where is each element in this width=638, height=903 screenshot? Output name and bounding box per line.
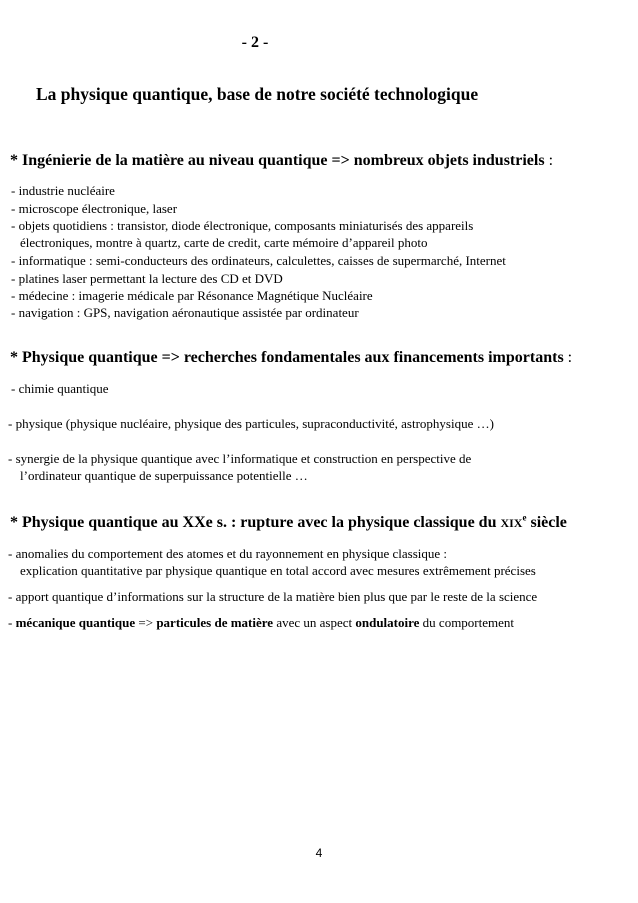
section-1-line-5: - informatique : semi-conducteurs des ordinateurs, calculettes, caisses de supermarché, Internet (11, 253, 506, 268)
section-1-line-2: - microscope électronique, laser (11, 201, 178, 216)
section-3-text-aspect: avec un aspect (273, 615, 356, 630)
section-3-line-3: - apport quantique d’informations sur la structure de la matière bien plus que par le reste de la science (8, 589, 538, 604)
section-1-line-4: électroniques, montre à quartz, carte de credit, carte mémoire d’appareil photo (20, 235, 428, 250)
section-3-heading-pre: * Physique quantique au XXe s. : rupture avec la physique classique du (10, 514, 501, 531)
section-3-heading (10, 514, 567, 532)
section-3-heading-sup: e (522, 512, 527, 523)
section-2-line-3: - synergie de la physique quantique avec l’informatique et construction en perspective de (8, 451, 472, 466)
section-3-line-2: explication quantitative par physique quantique en total accord avec mesures extrêmement précises (20, 563, 536, 578)
section-3-heading-century: XIX (500, 516, 523, 530)
section-2-heading-text: * Physique quantique => recherches fondamentales aux financements importants (10, 349, 564, 366)
section-3-heading-post: siècle (526, 514, 567, 531)
section-1-line-3: - objets quotidiens : transistor, diode électronique, composants miniaturisés des appareils (11, 218, 474, 233)
section-1-heading (10, 152, 553, 170)
section-3-line-4 (8, 615, 514, 631)
section-2-heading (10, 349, 572, 367)
section-1-heading-text: * Ingénierie de la matière au niveau quantique => nombreux objets industriels (10, 152, 545, 169)
section-3-text-comportement: du comportement (419, 615, 515, 630)
section-2-line-2: - physique (physique nucléaire, physique des particules, supraconductivité, astrophysique …) (8, 416, 494, 431)
section-3-term-ondulatoire: ondulatoire (355, 615, 420, 630)
section-3-line-4-dash: - (8, 615, 16, 630)
section-1-heading-colon: : (544, 152, 554, 169)
section-3-term-particules: particules de matière (156, 615, 274, 630)
section-3-term-mecanique: mécanique quantique (15, 615, 136, 630)
section-2-heading-colon: : (563, 349, 573, 366)
section-2-line-4: l’ordinateur quantique de superpuissance potentielle … (20, 468, 308, 483)
section-1-line-7: - médecine : imagerie médicale par Résonance Magnétique Nucléaire (11, 288, 373, 303)
document-title: La physique quantique, base de notre société technologique (36, 84, 479, 104)
section-1-line-8: - navigation : GPS, navigation aéronautique assistée par ordinateur (11, 305, 359, 320)
section-1-line-6: - platines laser permettant la lecture des CD et DVD (11, 271, 283, 286)
page-number: 4 (315, 846, 323, 860)
page-marker: - 2 - (241, 34, 269, 51)
section-3-arrow: => (135, 615, 157, 630)
section-2-line-1: - chimie quantique (11, 381, 109, 396)
section-3-line-1: - anomalies du comportement des atomes et du rayonnement en physique classique : (8, 546, 447, 561)
section-1-line-1: - industrie nucléaire (11, 183, 115, 198)
